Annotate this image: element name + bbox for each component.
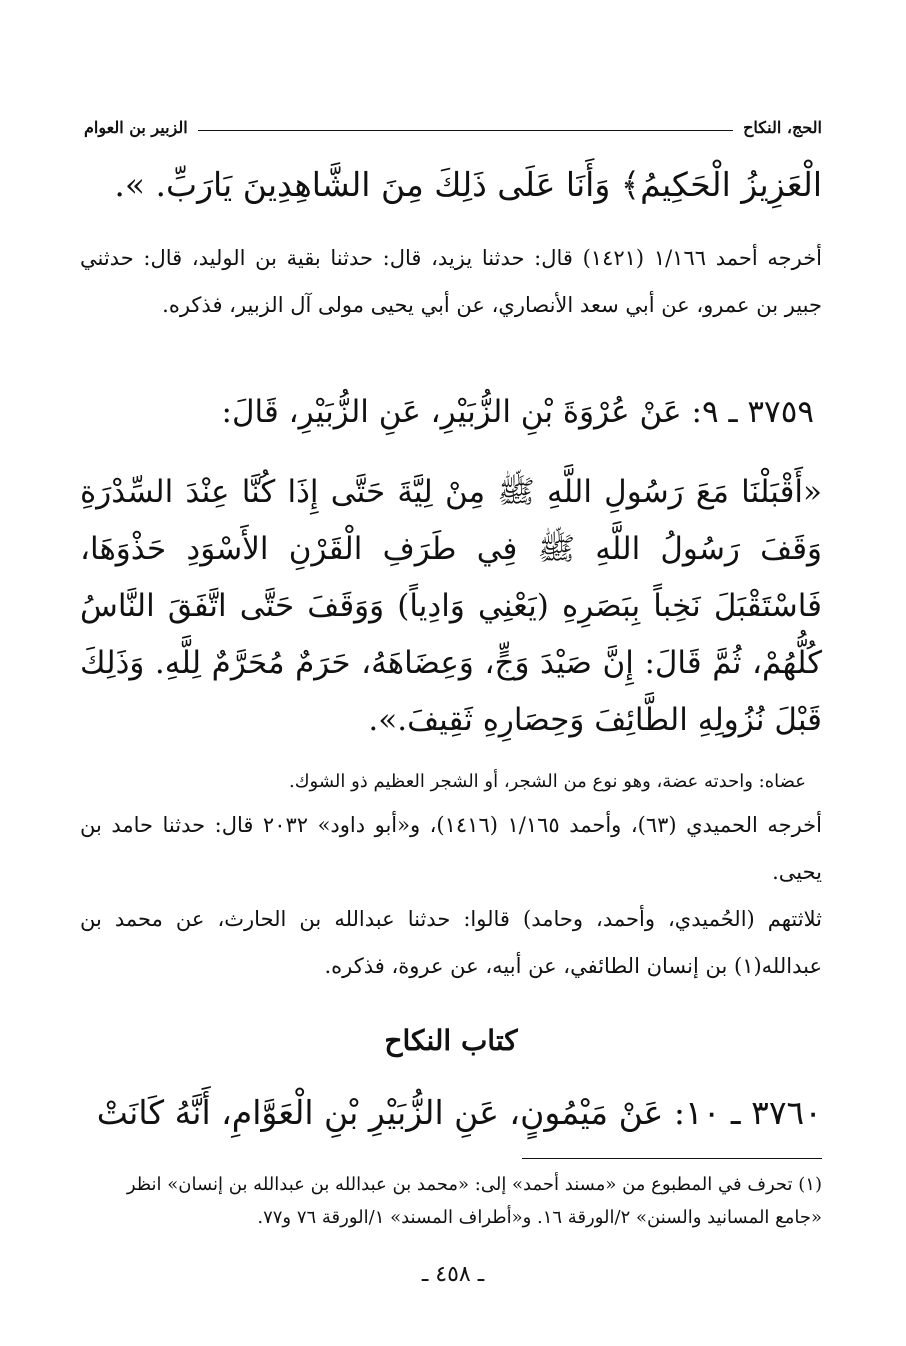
header-chapter: الحج، النكاح: [743, 117, 822, 137]
header-rule: [198, 130, 733, 131]
source-paragraph-2: أخرجه الحميدي (٦٣)، وأحمد ١/١٦٥ (١٤١٦)، و«أبو داود» ٢٠٣٢ قال: حدثنا حامد بن يحيى.: [80, 813, 822, 884]
book-section-title: كتاب النكاح: [384, 1024, 518, 1057]
hadith-heading-3760: ٣٧٦٠ ـ ١٠: عَنْ مَيْمُونٍ، عَنِ الزُّبَيْرِ بْنِ الْعَوَّامِ، أَنَّهُ كَانَتْ: [96, 1093, 822, 1132]
gloss-note: عضاه: واحدته عضة، وهو نوع من الشجر، أو الشجر العظيم ذو الشوك.: [288, 771, 806, 792]
page-number: ـ ٤٥٨ ـ: [421, 1262, 485, 1287]
running-header: [84, 112, 822, 142]
source-paragraph-1: أخرجه أحمد ١/١٦٦ (١٤٢١) قال: حدثنا يزيد، قال: حدثنا بقية بن الوليد، قال: حدثني جبير بن عمرو، عن أبي سعد الأنصاري، عن أبي يحيى مولى آل الزبير، فذكره.: [80, 246, 823, 317]
footnote-rule: [522, 1158, 822, 1159]
source-paragraph-3: ثلاثتهم (الحُميدي، وأحمد، وحامد) قالوا: حدثنا عبدالله بن الحارث، عن محمد بن عبدالله(١) بن إنسان الطائفي، عن أبيه، عن عروة، فذكره.: [80, 907, 822, 978]
footnote: (١) تحرف في المطبوع من «مسند أحمد» إلى: «محمد بن عبدالله بن عبدالله بن إنسان» انظر «جامع المسانيد والسنن» ٢/الورقة ١٦. و«أطراف المسند» ١/الورقة ٧٦ و٧٧.: [126, 1174, 822, 1228]
hadith-text-3759: «أَقْبَلْنَا مَعَ رَسُولِ اللَّهِ ﷺ مِنْ لِيَّةَ حَتَّى إِذَا كُنَّا عِنْدَ السِّدْرَةِ وَقَفَ رَسُولُ اللَّهِ ﷺ فِي طَرَفِ الْقَرْنِ الأَسْوَدِ حَذْوَهَا، فَاسْتَقْبَلَ نَخِباً بِبَصَرِهِ (يَعْنِي وَادِياً) وَوَقَفَ حَتَّى اتَّفَقَ النَّاسُ كُلُّهُمْ، ثُمَّ قَالَ: إِنَّ صَيْدَ وَجٍّ، وَعِضَاهَهُ، حَرَمٌ مُحَرَّمٌ لِلَّهِ. وَذَلِكَ قَبْلَ نُزُولِهِ الطَّائِفَ وَحِصَارِهِ ثَقِيفَ.».: [80, 474, 822, 738]
header-section: الزبير بن العوام: [84, 117, 188, 137]
quran-line: الْعَزِيزُ الْحَكِيمُ﴾ وَأَنَا عَلَى ذَلِكَ مِنَ الشَّاهِدِينَ يَارَبِّ. ».: [114, 165, 822, 204]
hadith-heading-3759: ٣٧٥٩ ـ ٩: عَنْ عُرْوَةَ بْنِ الزُّبَيْرِ، عَنِ الزُّبَيْرِ، قَالَ:: [221, 394, 814, 430]
